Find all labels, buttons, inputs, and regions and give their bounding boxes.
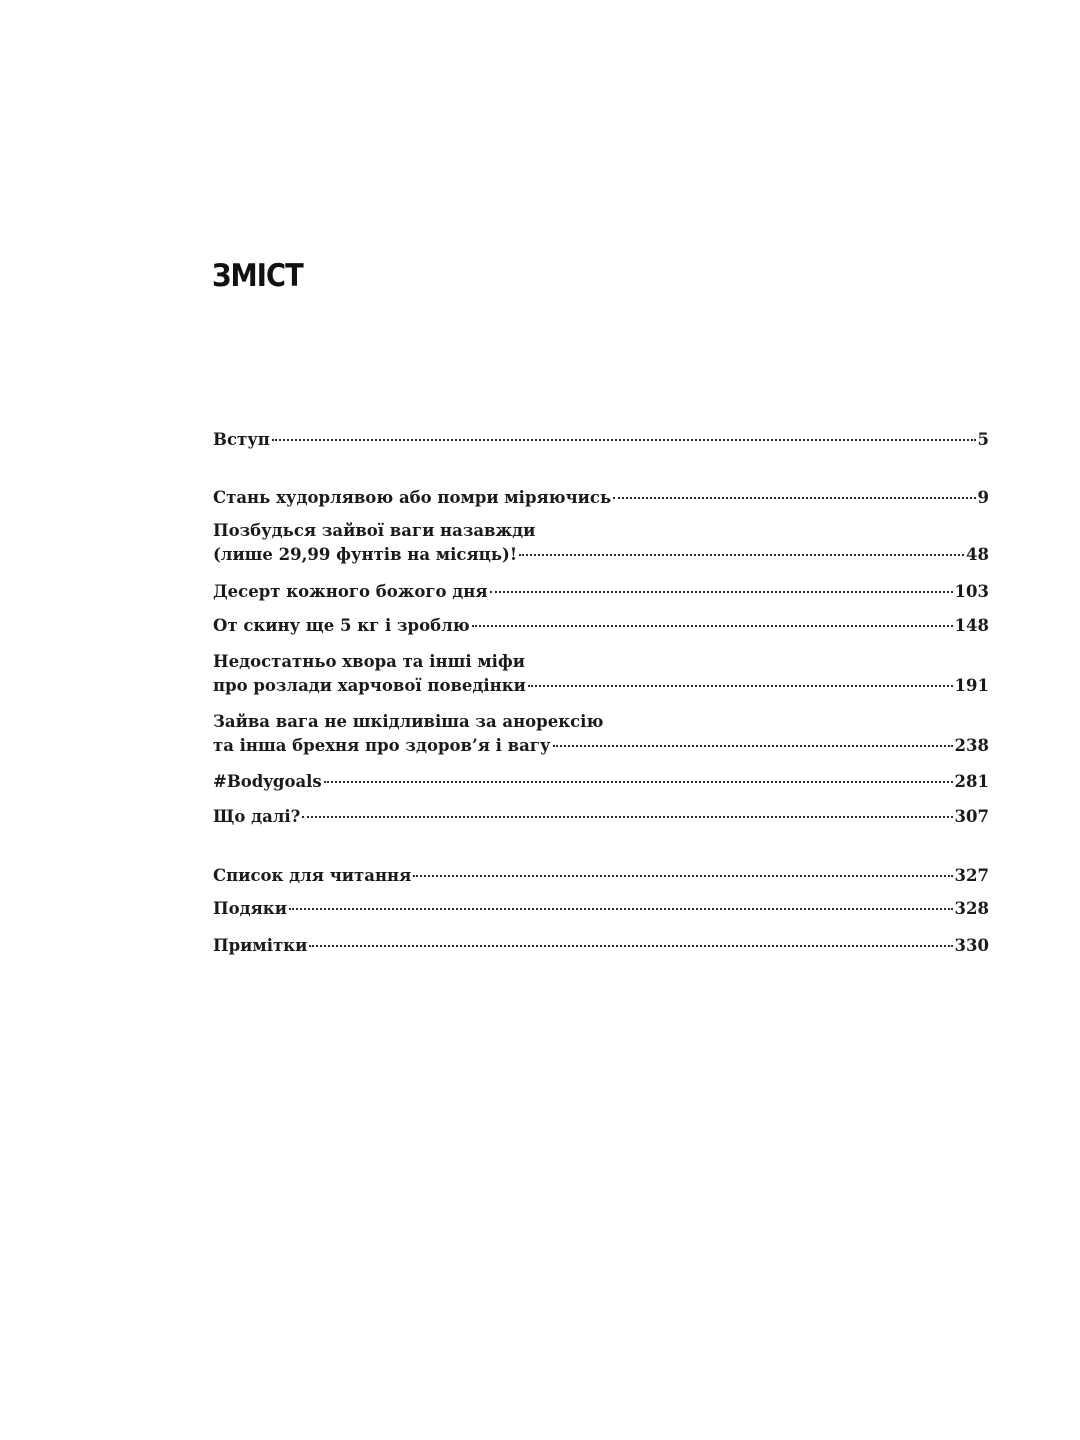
toc-line: [213, 934, 989, 958]
toc-entry-title: Що далі?: [213, 807, 301, 826]
dot-leader: [413, 875, 952, 877]
page-title: ЗМІСТ: [212, 258, 303, 294]
toc-entry-title-line-1: Недостатньо хвора та інші міфи: [213, 652, 526, 671]
toc-entry-title-line-1: Позбудься зайвої ваги назавжди: [213, 521, 536, 540]
toc-entry-chapter-4: [213, 614, 989, 638]
toc-entry-title: #Bodygoals: [213, 772, 322, 791]
toc-entry-title-line-2: про розлади харчової поведінки: [213, 676, 526, 695]
dot-leader: [613, 497, 975, 499]
dot-leader: [302, 816, 952, 818]
toc-page-number: 281: [954, 772, 989, 791]
toc-entry-chapter-2: [213, 519, 989, 567]
toc-line: [213, 734, 989, 758]
toc-entry-title-line-1: Зайва вага не шкідливіша за анорексію: [213, 712, 604, 731]
toc-line: [213, 805, 989, 829]
toc-page-number: 9: [977, 488, 989, 507]
toc-entry-title: Десерт кожного божого дня: [213, 582, 488, 601]
toc-entry-chapter-3: [213, 580, 989, 604]
toc-page-number: 5: [977, 430, 989, 449]
toc-entry-title: Примітки: [213, 936, 308, 955]
dot-leader: [528, 685, 953, 687]
toc-line: [213, 864, 989, 888]
toc-entry-chapter-6: [213, 710, 989, 758]
toc-line: [213, 897, 989, 921]
dot-leader: [553, 745, 953, 747]
toc-line: [213, 543, 989, 567]
toc-line: [213, 519, 989, 543]
toc-entry-chapter-1: [213, 486, 989, 510]
toc-line: [213, 650, 989, 674]
toc-line: [213, 710, 989, 734]
toc-entry-title-line-2: (лише 29,99 фунтів на місяць)!: [213, 545, 518, 564]
toc-entry-title: Стань худорлявою або помри міряючись: [213, 488, 612, 507]
toc-entry-reading-list: [213, 864, 989, 888]
toc-entry-notes: [213, 934, 989, 958]
toc-entry-acknowledgements: [213, 897, 989, 921]
toc-page-number: 327: [954, 866, 989, 885]
toc-page-number: 103: [954, 582, 989, 601]
dot-leader: [309, 945, 952, 947]
toc-entry-title: От скину ще 5 кг і зроблю: [213, 616, 470, 635]
dot-leader: [324, 781, 953, 783]
dot-leader: [289, 908, 953, 910]
dot-leader: [490, 591, 953, 593]
toc-entry-title: Список для читання: [213, 866, 412, 885]
toc-entry-title: Подяки: [213, 899, 287, 918]
toc-page-number: 330: [954, 936, 989, 955]
toc-entry-chapter-8: [213, 805, 989, 829]
toc-line: [213, 614, 989, 638]
toc-line: [213, 580, 989, 604]
dot-leader: [519, 554, 964, 556]
toc-page-number: 307: [954, 807, 989, 826]
toc-line: [213, 770, 989, 794]
dot-leader: [272, 439, 976, 441]
toc-entry-chapter-5: [213, 650, 989, 698]
toc-page-number: 328: [954, 899, 989, 918]
toc-line: [213, 674, 989, 698]
toc-line: [213, 486, 989, 510]
toc-page-number: 238: [954, 736, 989, 755]
toc-entry-chapter-7: [213, 770, 989, 794]
toc-entry-intro: [213, 428, 989, 452]
toc-page-number: 48: [966, 545, 989, 564]
toc-page-number: 191: [954, 676, 989, 695]
toc-page-number: 148: [954, 616, 989, 635]
dot-leader: [472, 625, 953, 627]
toc-entry-title: Вступ: [213, 430, 270, 449]
toc-entry-title-line-2: та інша брехня про здоров’я і вагу: [213, 736, 551, 755]
toc-line: [213, 428, 989, 452]
